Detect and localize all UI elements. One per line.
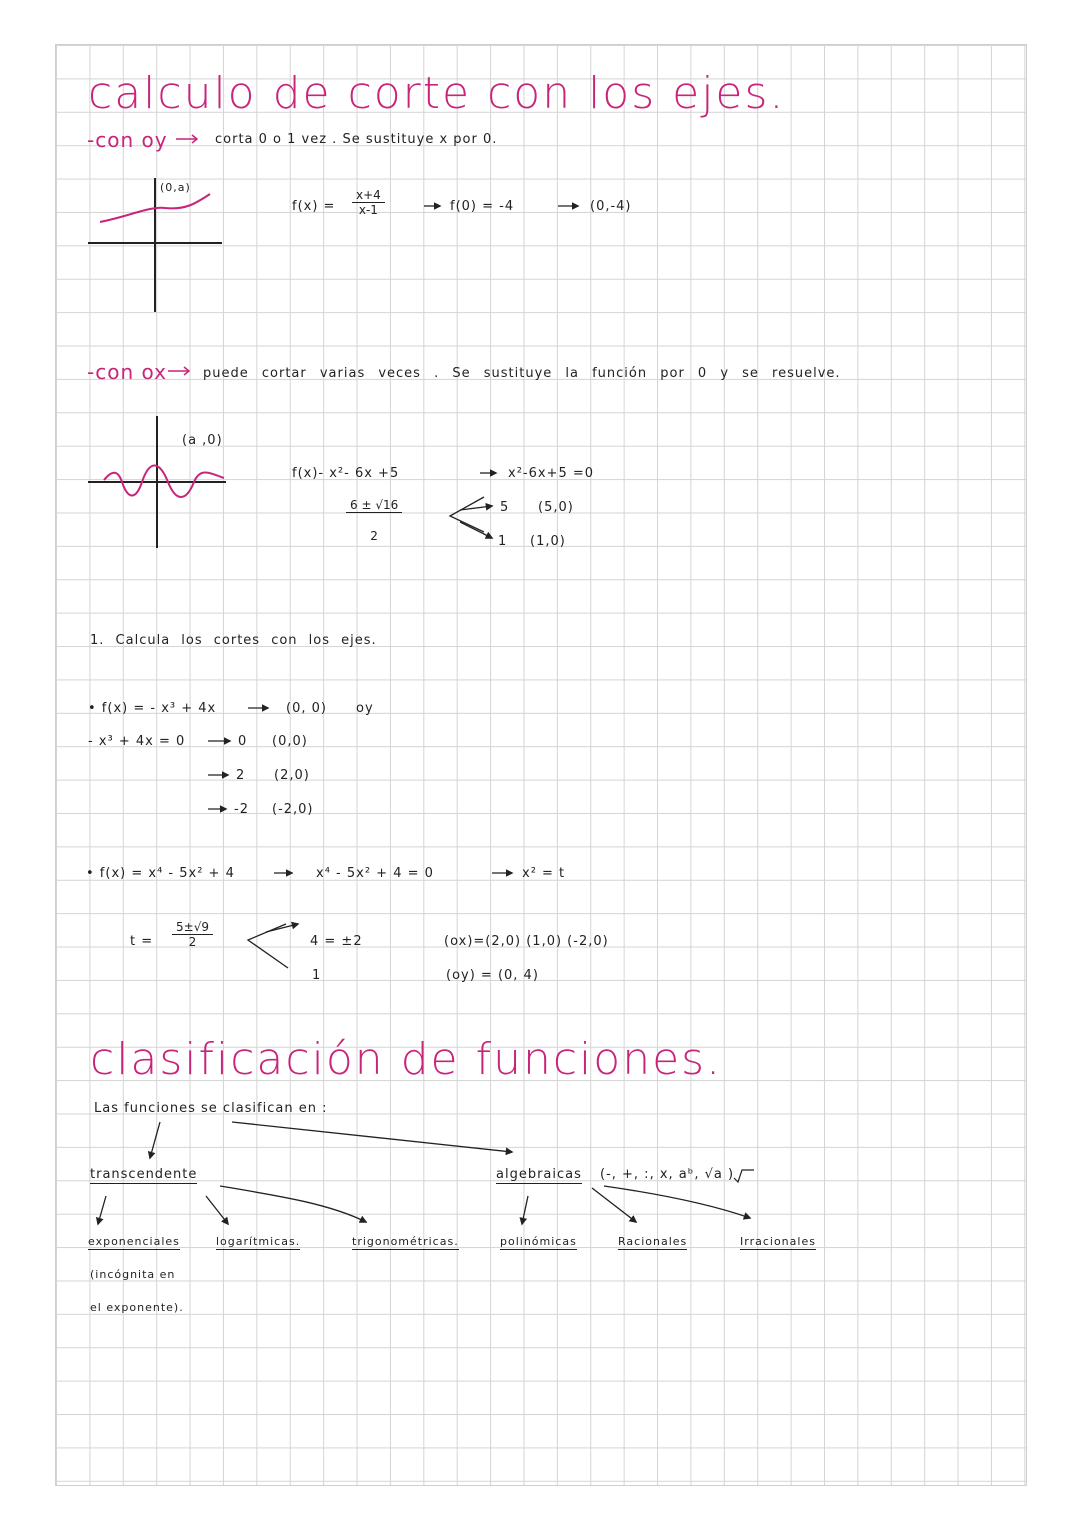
exercise-a-root: 2 [236,768,246,783]
exercise-b-t-label: t = [130,934,154,949]
exercise-b-branch1: 4 = ±2 [310,934,363,949]
oy-graph-label: (0,a) [160,181,191,194]
exercise-b-fx: • f(x) = x⁴ - 5x² + 4 [86,866,235,881]
oy-example-point: (0,-4) [590,199,632,214]
ox-label: -con ox [87,360,167,384]
algebraic-label: algebraicas [496,1167,582,1182]
exercise-a-eq: - x³ + 4x = 0 [88,734,186,749]
exponential-note-line1: (incógnita en [90,1268,176,1281]
irrational-label: Irracionales [740,1235,816,1248]
exercise-a-root: 0 [238,734,248,749]
algebraic-operations: (-, +, :, x, aᵇ, √a ) [600,1167,735,1182]
exercise-b-branch2: 1 [312,968,322,983]
polynomial-label: polinómicas [500,1235,577,1248]
ox-point1: (5,0) [538,500,574,515]
ox-root2: 1 [498,534,508,549]
logarithmic-label: logarítmicas. [216,1235,301,1248]
ox-point2: (1,0) [530,534,566,549]
graph-paper [55,44,1027,1486]
ox-example-eq: x²-6x+5 =0 [508,466,595,481]
exercise-b-eq: x⁴ - 5x² + 4 = 0 [316,866,434,881]
exercise-a-point: (0,0) [272,734,308,749]
exercise-a-point: (-2,0) [272,802,314,817]
oy-example-fx: f(x) = [292,199,336,214]
transcendent-label: transcendente [90,1167,198,1182]
exercise-b-ox-result: (ox)=(2,0) (1,0) (-2,0) [444,934,609,949]
ox-root1: 5 [500,500,510,515]
ox-quadratic-fraction: $\frac{6 \pm √16}{2}$ [346,498,402,543]
exponential-note-line2: el exponente). [90,1301,184,1314]
exercise-title: 1. Calcula los cortes con los ejes. [90,633,377,648]
exponential-label: exponenciales [88,1235,180,1248]
trigonometric-label: trigonométricas. [352,1235,459,1248]
exercise-a-oy-label: oy [356,701,374,716]
oy-example-fraction: $\frac{x+4}{x-1}$ [352,188,385,217]
exercise-b-oy-result: (oy) = (0, 4) [446,968,539,983]
exercise-b-substitution: x² = t [522,866,566,881]
exercise-a-fx: • f(x) = - x³ + 4x [88,701,217,716]
exercise-a-point: (2,0) [274,768,310,783]
oy-description: corta 0 o 1 vez . Se sustituye x por 0. [215,132,498,147]
exercise-b-t-fraction: $\frac{5\pm√9}{2}$ [172,920,213,949]
oy-example-eval: f(0) = -4 [450,199,515,214]
exercise-a-root: -2 [234,802,249,817]
oy-label: -con oy [87,128,168,152]
section-title-cortes: calculo de corte con los ejes. [88,68,786,119]
exercise-a-oy-point: (0, 0) [286,701,327,716]
section-title-clasificacion: clasificación de funciones. [90,1034,723,1085]
ox-graph-label: (a ,0) [182,433,223,448]
ox-example-fx: f(x)- x²- 6x +5 [292,466,400,481]
classification-intro: Las funciones se clasifican en : [94,1101,328,1116]
ox-description: puede cortar varias veces . Se sustituye la función por 0 y se resuelve. [203,366,841,381]
rational-label: Racionales [618,1235,688,1248]
